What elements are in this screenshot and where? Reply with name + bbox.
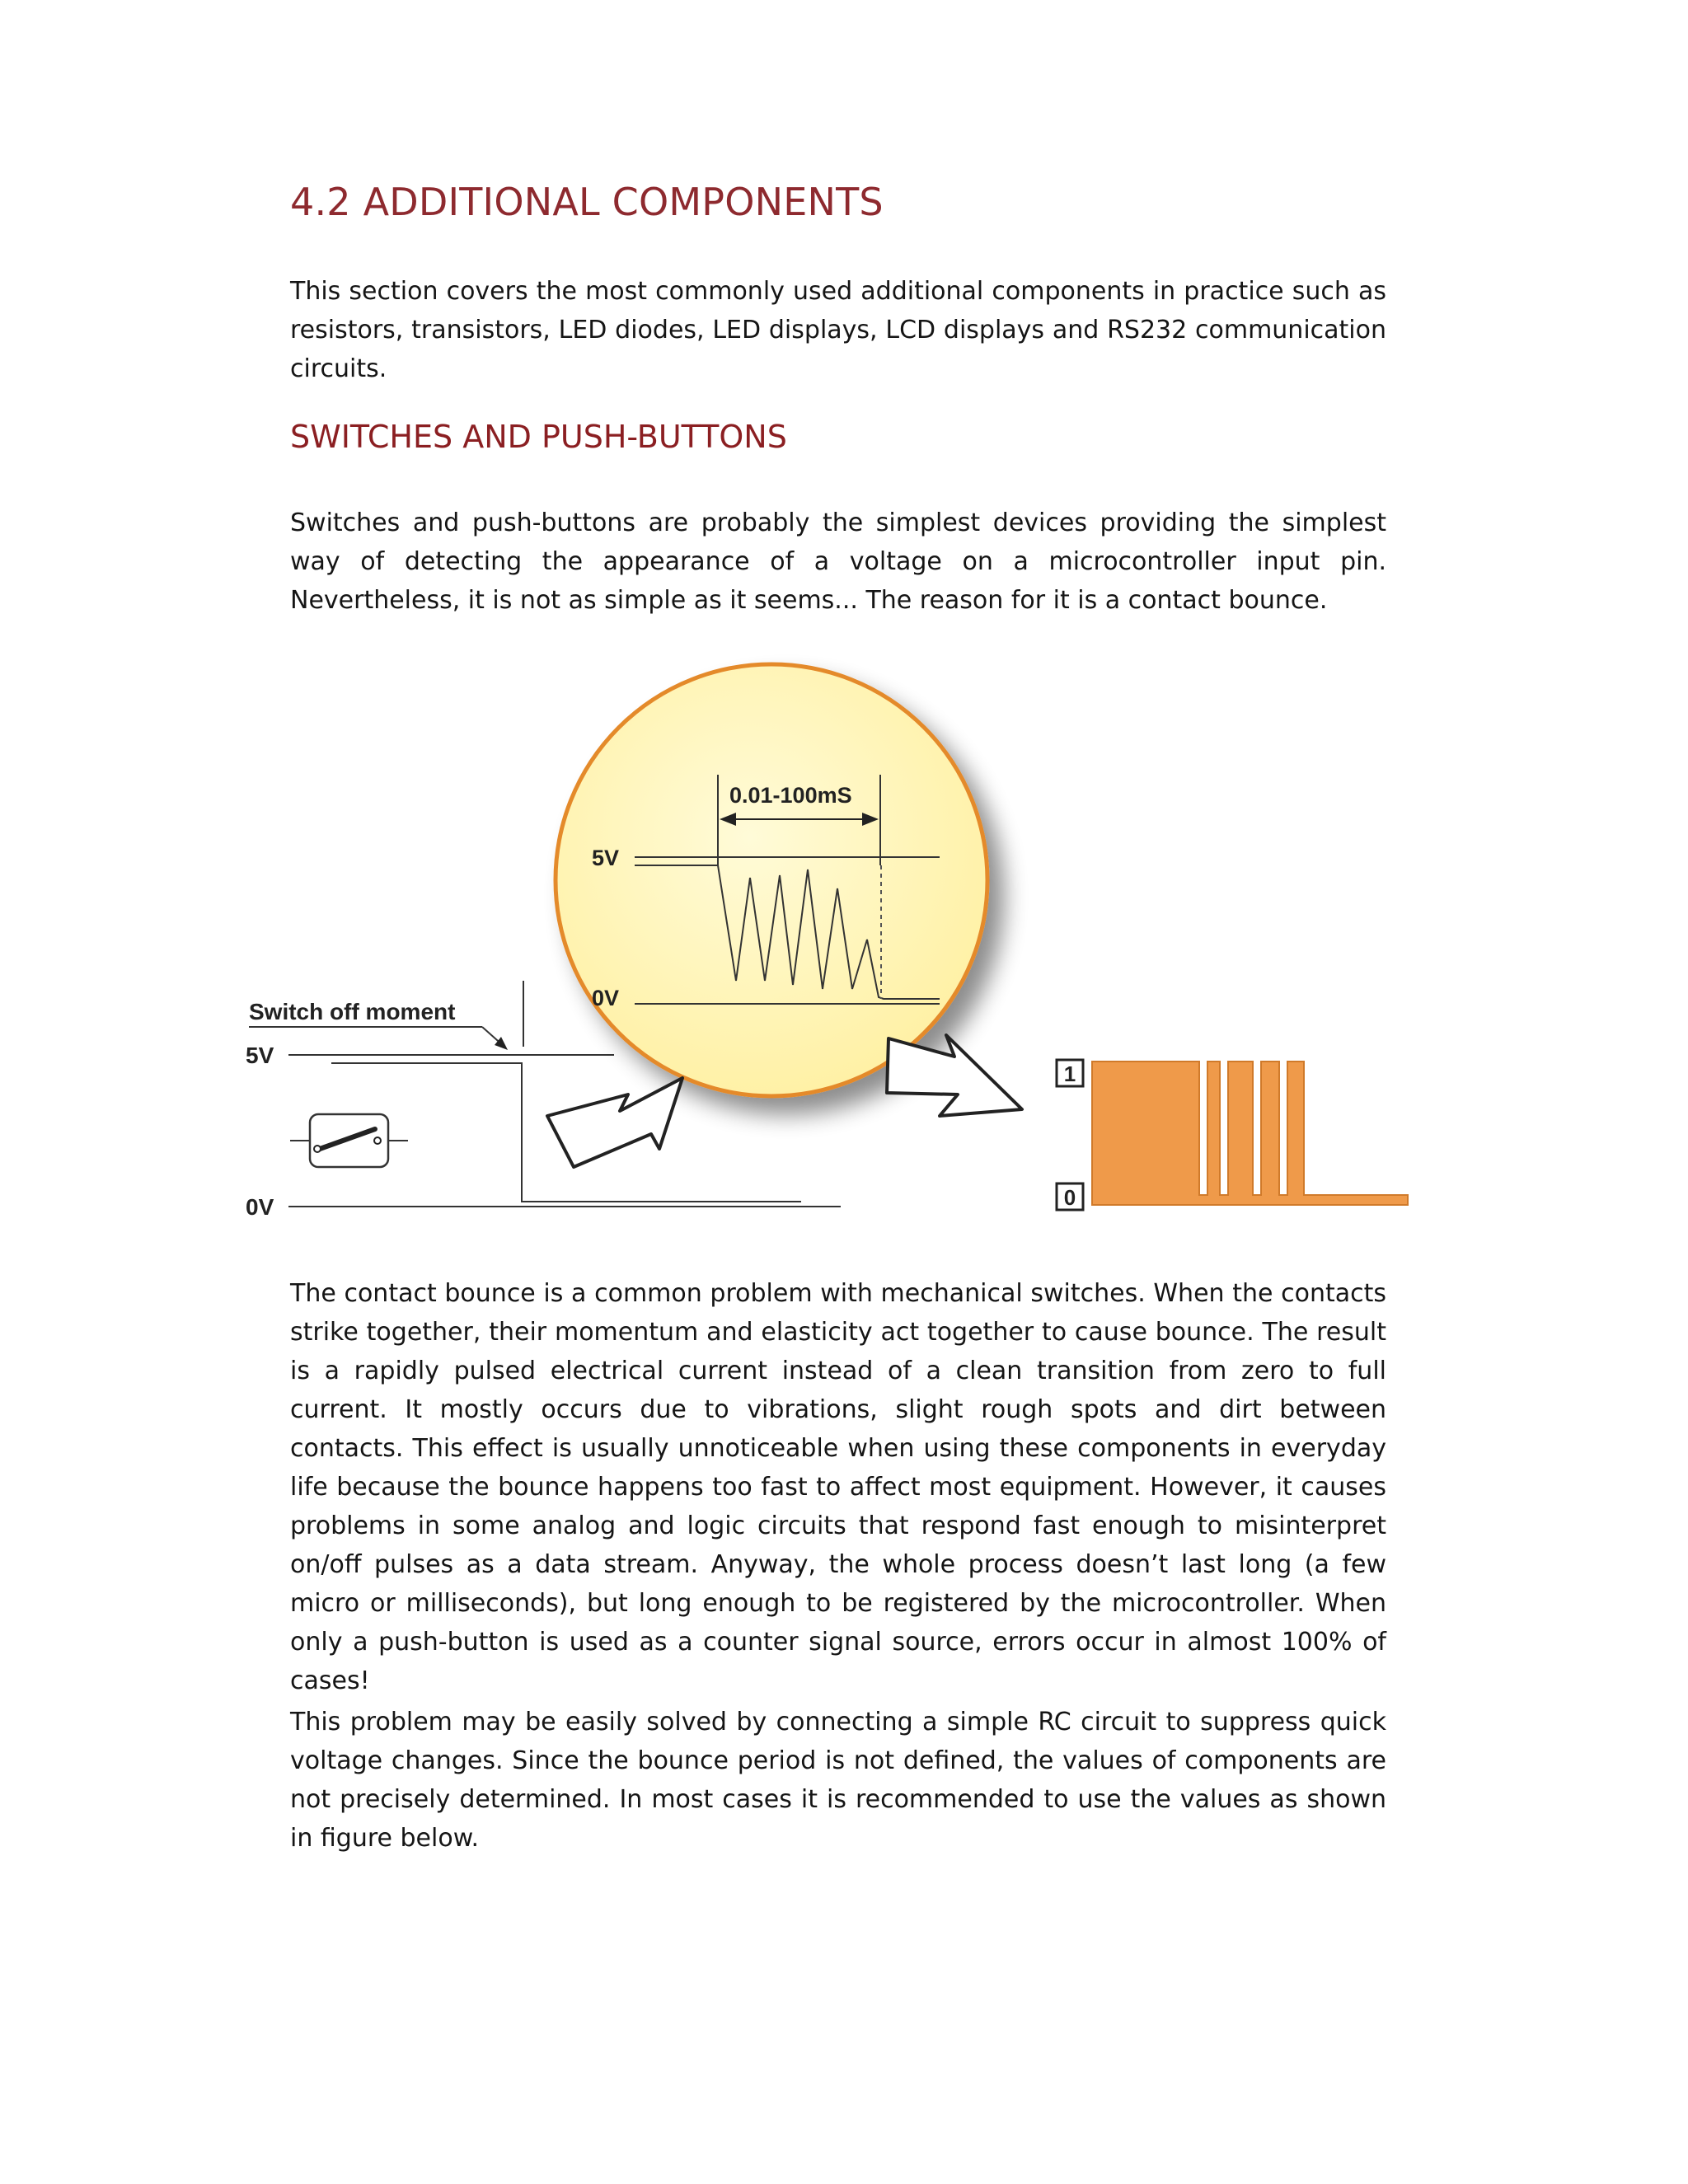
zoom-0v-label: 0V	[592, 986, 620, 1010]
switch-symbol-icon	[290, 1114, 408, 1167]
zoom-circle	[556, 664, 987, 1096]
contact-bounce-figure	[0, 643, 1688, 1236]
logic-0-label: 0	[1063, 1185, 1076, 1210]
rc-paragraph: This problem may be easily solved by connecting a simple RC circuit to suppress quick voltage changes. Since the bounce period is not defined, the values of components are not precisely determined. In most cases it is recommended to use the values as shown in figure below.	[290, 1708, 1386, 1853]
logic-1-label: 1	[1063, 1062, 1076, 1086]
left-5v-label: 5V	[246, 1043, 274, 1068]
digital-pulse-train	[1092, 1062, 1408, 1205]
bounce-paragraph: The contact bounce is a common problem with mechanical switches. When the contacts strike together, their momentum and elasticity act together to cause bounce. The result is a rapidly pulsed electrical current instead of a clean transition from zero to full current. It mostly occurs due to vibrations, slight rough spots and dirt between contacts. This effect is usually unnoticeable when using these components in everyday life because the bounce happens too fast to affect most equipment. However, it causes problems in some analog and logic circuits that respond fast enough to misinterpret on/off pulses as a data stream. Anyway, the whole process doesn’t last long (a few micro or milliseconds), but long enough to be registered by the microcontroller. When only a push-button is used as a counter signal source, errors occur in almost 100% of cases!	[290, 1279, 1386, 1695]
digital-output	[1057, 1060, 1408, 1210]
intro-paragraph: This section covers the most commonly used additional components in practice such as resistors, transistors, LED diodes, LED displays, LCD displays and RS232 communication circuits.	[290, 277, 1386, 383]
duration-label: 0.01-100mS	[729, 783, 852, 808]
left-0v-label: 0V	[246, 1194, 274, 1220]
section-title: 4.2 ADDITIONAL COMPONENTS	[290, 180, 884, 224]
zoom-lens	[556, 664, 987, 1096]
arrow-into-zoom-icon	[547, 1078, 682, 1167]
switch-paragraph: Switches and push-buttons are probably the simplest devices providing the simplest way of detecting the appearance of a voltage on a microcontroller input pin. Nevertheless, it is not as simple as it seems... The reason for it is a contact bounce.	[290, 509, 1386, 615]
arrow-to-digital-icon	[887, 1035, 1022, 1116]
subsection-title: SWITCHES AND PUSH-BUTTONS	[290, 419, 787, 455]
switch-off-label: Switch off moment	[249, 999, 456, 1024]
zoom-5v-label: 5V	[592, 846, 620, 870]
